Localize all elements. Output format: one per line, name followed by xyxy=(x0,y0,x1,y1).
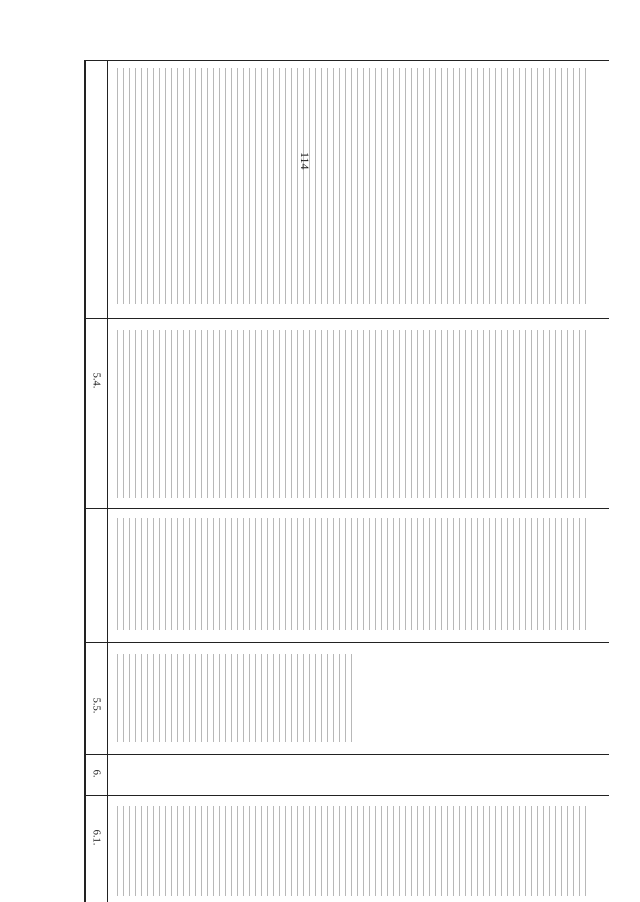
rotated-table xyxy=(84,60,609,902)
page-number: 114 xyxy=(298,152,312,170)
row-divider xyxy=(85,318,609,319)
rotated-paragraph xyxy=(117,330,587,498)
number-column-divider xyxy=(107,60,108,902)
row-number: 5.5. xyxy=(90,697,102,714)
rotated-paragraph xyxy=(117,68,587,304)
row-divider xyxy=(85,795,609,796)
rotated-paragraph xyxy=(117,518,587,630)
row-number: 6.1. xyxy=(90,829,102,846)
rotated-paragraph xyxy=(117,654,357,742)
row-divider xyxy=(85,642,609,643)
rotated-paragraph xyxy=(117,806,587,896)
row-divider xyxy=(85,508,609,509)
row-number: 6. xyxy=(90,769,102,778)
table-top-border xyxy=(85,60,609,61)
table-border-left xyxy=(85,60,86,902)
row-divider xyxy=(85,754,609,755)
row-number: 5.4. xyxy=(90,372,102,389)
